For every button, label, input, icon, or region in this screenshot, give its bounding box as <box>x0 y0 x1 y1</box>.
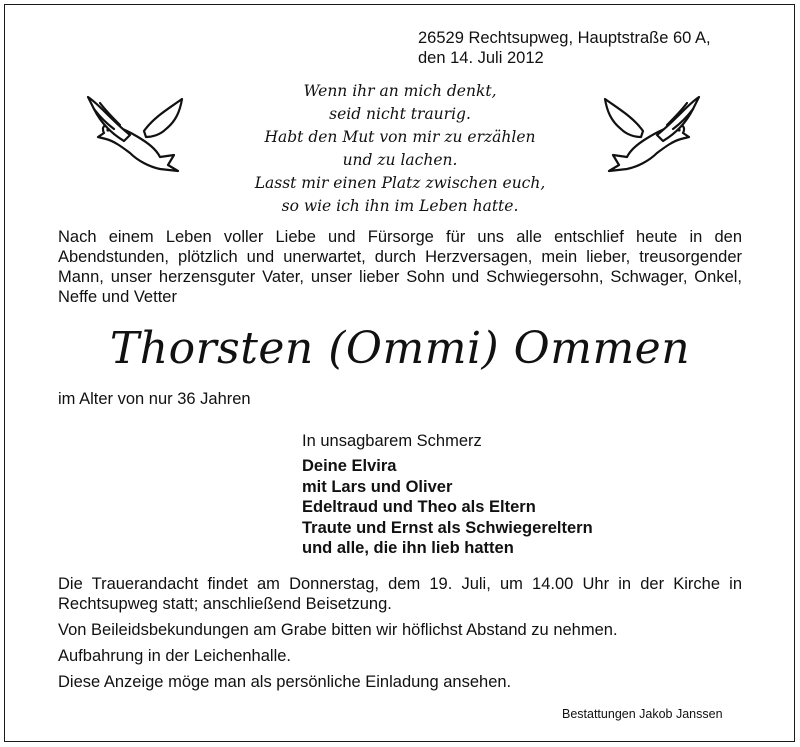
condolence-notice: Von Beileidsbekundungen am Grabe bitten wir höflichst Abstand zu nehmen. <box>58 621 618 639</box>
poem-line: Lasst mir einen Platz zwischen euch, <box>254 174 546 192</box>
mourner-line: mit Lars und Oliver <box>302 477 453 496</box>
laying-out-notice: Aufbahrung in der Leichenhalle. <box>58 647 292 665</box>
invitation-notice: Diese Anzeige möge man als persönliche Einladung ansehen. <box>58 673 512 691</box>
poem-line: Habt den Mut von mir zu erzählen <box>264 128 536 146</box>
place-and-date <box>418 28 711 68</box>
grief-heading: In unsagbarem Schmerz <box>302 432 482 450</box>
mourner-line: Traute und Ernst als Schwiegereltern <box>302 518 593 537</box>
dove-icon <box>84 95 184 181</box>
mourner-line: und alle, die ihn lieb hatten <box>302 539 514 557</box>
intro-paragraph <box>58 227 742 307</box>
date-line: den 14. Juli 2012 <box>418 49 544 67</box>
mourner-line: Deine Elvira <box>302 457 397 475</box>
poem <box>200 80 600 218</box>
deceased-name: Thorsten (Ommi) Ommen <box>109 323 691 374</box>
mourners-list <box>302 456 593 559</box>
poem-line: und zu lachen. <box>342 151 458 169</box>
service-notice: Die Trauerandacht findet am Donnerstag, dem 19. Juli, um 14.00 Uhr in der Kirche in Rechtsupweg statt; anschließend Beisetzung. <box>58 575 742 613</box>
undertaker: Bestattungen Jakob Janssen <box>562 707 723 721</box>
age-line: im Alter von nur 36 Jahren <box>58 390 251 408</box>
poem-line: seid nicht traurig. <box>329 105 471 123</box>
notices <box>58 574 742 698</box>
dove-icon <box>603 95 703 181</box>
poem-line: Wenn ihr an mich denkt, <box>303 82 497 100</box>
intro-text: Nach einem Leben voller Liebe und Fürsorge für uns alle entschlief heute in den Abendstunden, plötzlich und unerwartet, durch Herzversagen, mein lieber, treusorgender Mann, unser herzensguter Vater, unser lieber Sohn und Schwiegersohn, Schwager, Onkel, Neffe und Vetter <box>58 228 742 306</box>
poem-line: so wie ich ihn im Leben hatte. <box>281 197 519 215</box>
address-line: 26529 Rechtsupweg, Hauptstraße 60 A, <box>418 29 711 47</box>
mourner-line: Edeltraud und Theo als Eltern <box>302 498 536 516</box>
